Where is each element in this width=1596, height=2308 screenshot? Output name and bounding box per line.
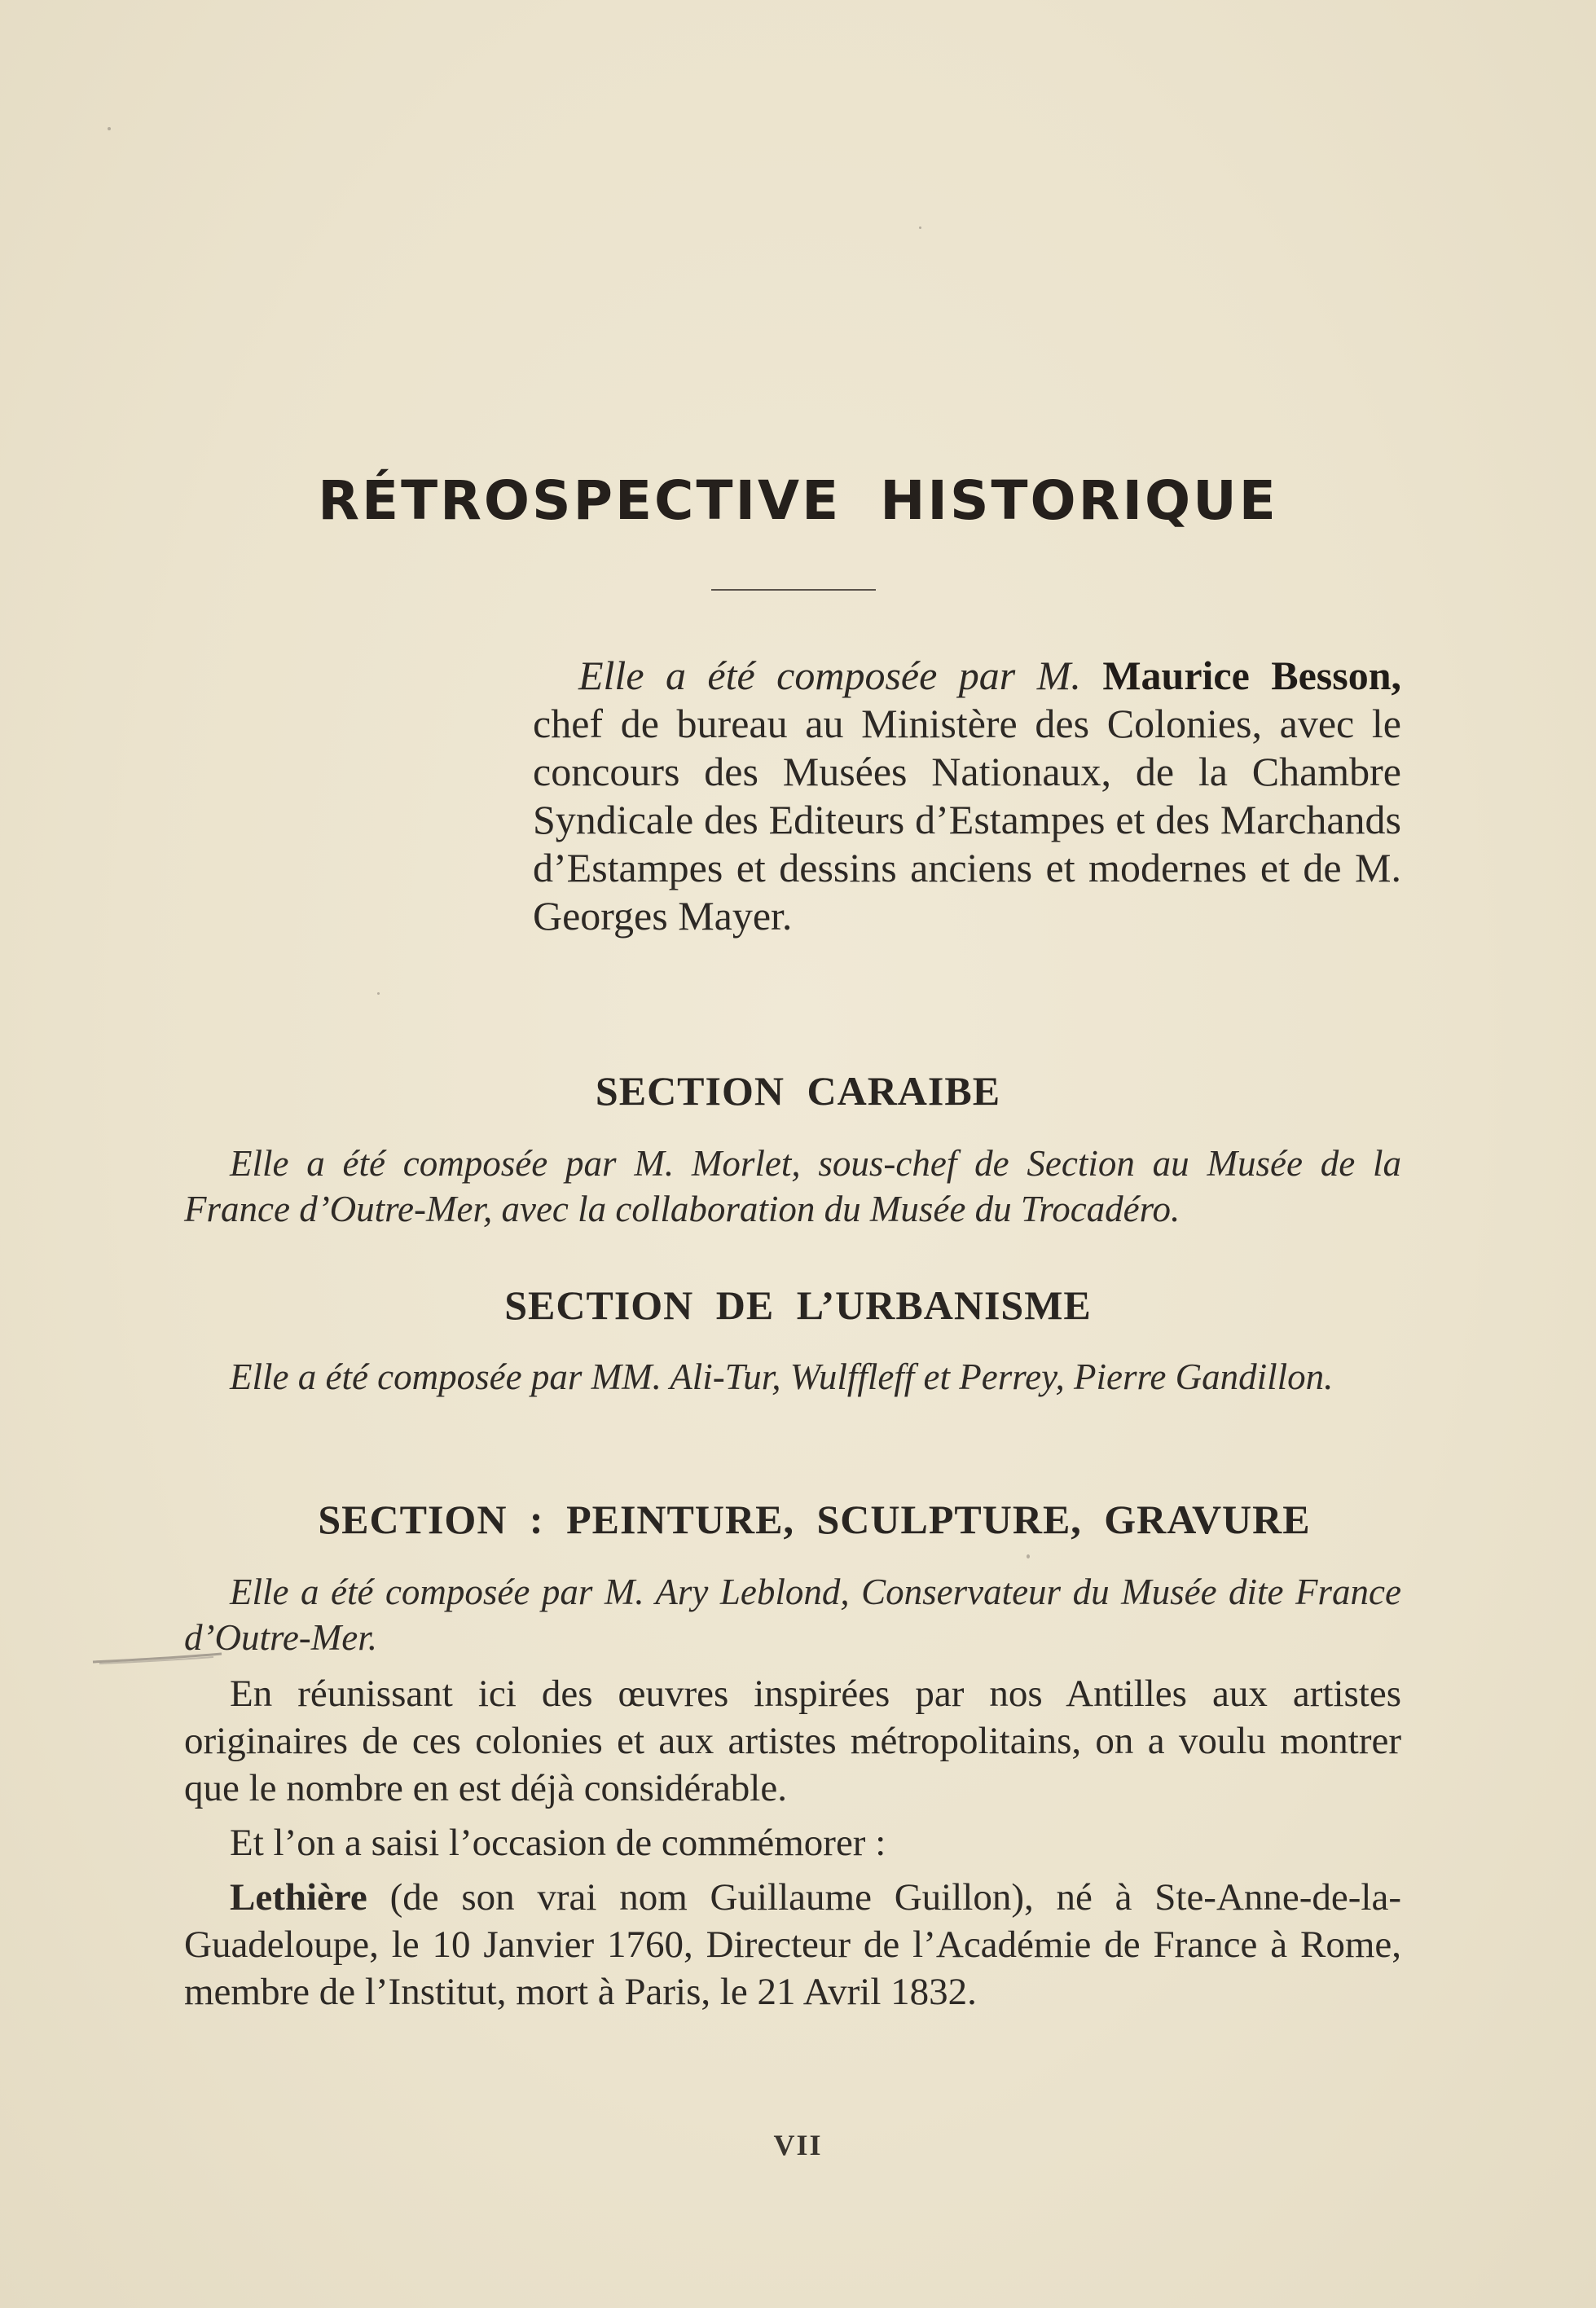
section-heading-caraibe: SECTION CARAIBE: [595, 1068, 1001, 1114]
page-number: VII: [773, 2129, 823, 2161]
paper-speck: [377, 992, 380, 995]
section-heading-peinture: SECTION : PEINTURE, SCULPTURE, GRAVURE: [318, 1497, 1311, 1542]
pencil-mark: [91, 1651, 230, 1667]
body-paragraph-commemorer: Et l’on a saisi l’occasion de commémorer :: [230, 1822, 886, 1864]
intro-lead: Elle a été composée par M.: [578, 653, 1081, 698]
page-title: RÉTROSPECTIVE HISTORIQUE: [318, 469, 1278, 532]
intro-author: Maurice Besson,: [1102, 653, 1402, 698]
body-paragraph-antilles: En réunissant ici des œuvres inspirées par nos Antilles aux artistes originaires de ces colonies et aux artistes métropolitains, on a voulu montrer que le nombre en est déjà considérable.: [184, 1673, 1401, 1809]
paper-speck: [108, 127, 111, 130]
body-paragraph-lethiere: [184, 1874, 1401, 2016]
paper-speck: [1027, 1554, 1030, 1558]
lethiere-name: Lethière: [230, 1876, 367, 1919]
intro-paragraph: [533, 652, 1401, 940]
section-credit-urbanisme: Elle a été composée par MM. Ali-Tur, Wulffleff et Perrey, Pierre Gandillon.: [230, 1356, 1334, 1397]
section-credit-caraibe: Elle a été composée par M. Morlet, sous-chef de Section au Musée de la France d’Outre-Mer, avec la collaboration du Musée du Trocadéro.: [184, 1143, 1401, 1229]
section-heading-urbanisme: SECTION DE L’URBANISME: [504, 1282, 1092, 1328]
title-divider: [711, 589, 876, 591]
section-credit-peinture: Elle a été composée par M. Ary Leblond, Conservateur du Musée dite France d’Outre-Mer.: [184, 1572, 1401, 1658]
intro-text: chef de bureau au Ministère des Colonies, avec le concours des Musées Nationaux, de la Chambre Syndicale des Editeurs d’Estampes et des Marchands d’Estampes et dessins anciens et modernes et de M. Georges Mayer.: [533, 701, 1401, 939]
lethiere-bio: (de son vrai nom Guillaume Guillon), né à Ste-Anne-de-la-Guadeloupe, le 10 Janvier 1760, Directeur de l’Académie de France à Rome, membre de l’Institut, mort à Paris, le 21 Avril 1832.: [184, 1876, 1401, 2013]
paper-speck: [919, 226, 921, 229]
